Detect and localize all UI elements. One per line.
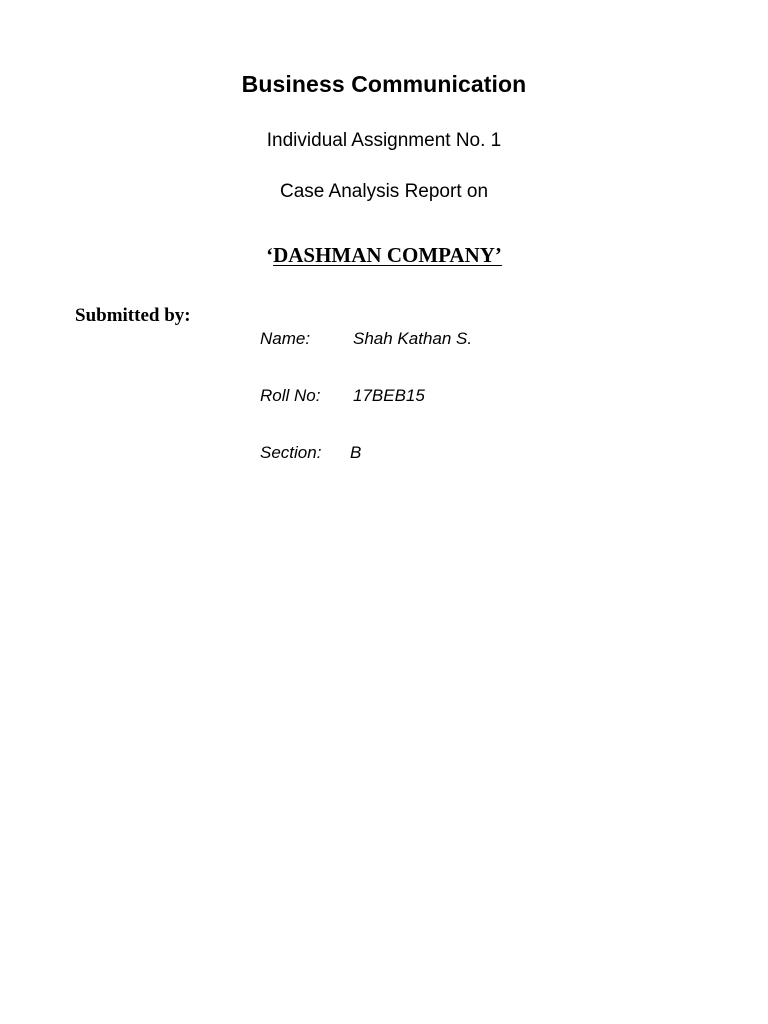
submitted-by-label: Submitted by: bbox=[75, 305, 191, 326]
roll-no-label: Roll No: bbox=[260, 386, 321, 405]
assignment-subtitle: Individual Assignment No. 1 bbox=[266, 130, 502, 151]
company-title bbox=[0, 243, 768, 268]
roll-no-value: 17BEB15 bbox=[353, 386, 425, 405]
section-label: Section: bbox=[260, 443, 322, 462]
name-label: Name: bbox=[260, 329, 311, 348]
course-title: Business Communication bbox=[241, 71, 527, 97]
company-name: DASHMAN COMPANY’ bbox=[273, 243, 502, 267]
name-value: Shah Kathan S. bbox=[353, 329, 473, 348]
section-value: B bbox=[350, 443, 362, 462]
company-open-quote: ‘ bbox=[266, 243, 274, 267]
report-heading: Case Analysis Report on bbox=[279, 181, 489, 202]
